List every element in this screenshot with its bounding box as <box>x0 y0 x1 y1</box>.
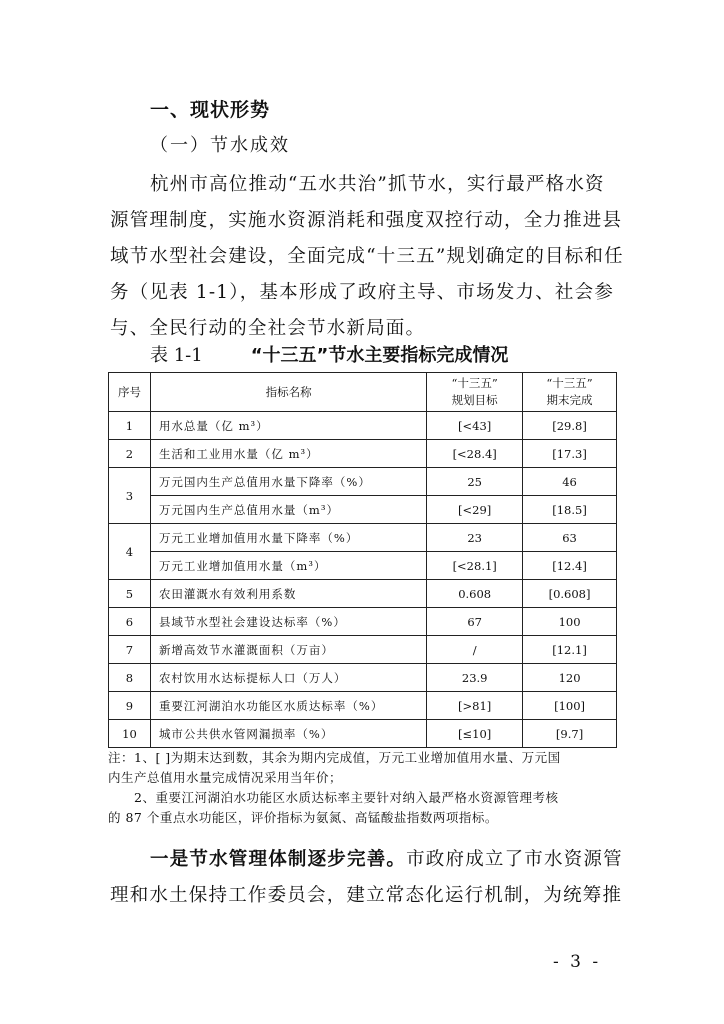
table-caption-number: 表 1-1 <box>150 345 203 366</box>
note-line: 注：1、[ ]为期末达到数，其余为期内完成值，万元工业增加值用水量、万元国 <box>108 750 561 765</box>
table-caption <box>150 341 508 367</box>
plan-target: / <box>427 636 523 664</box>
section-heading: 一、现状形势 <box>150 99 271 121</box>
indicator-name: 重要江河湖泊水功能区水质达标率（%） <box>150 692 426 720</box>
row-number: 2 <box>109 440 151 468</box>
table-row <box>109 692 617 720</box>
actual-result: [18.5] <box>523 496 617 524</box>
row-number: 8 <box>109 664 151 692</box>
actual-result: 100 <box>523 608 617 636</box>
indicator-name: 农田灌溉水有效利用系数 <box>150 580 426 608</box>
indicator-name: 万元国内生产总值用水量下降率（%） <box>150 468 426 496</box>
actual-result: [0.608] <box>523 580 617 608</box>
row-number: 9 <box>109 692 151 720</box>
row-number: 4 <box>109 524 151 580</box>
plan-target: [<43] <box>427 412 523 440</box>
table-row <box>109 496 617 524</box>
header-name: 指标名称 <box>150 373 426 412</box>
header-done-line1: “十三五” <box>546 376 593 390</box>
plan-target: [<29] <box>427 496 523 524</box>
row-number: 7 <box>109 636 151 664</box>
row-number: 1 <box>109 412 151 440</box>
page-number: - 3 - <box>553 952 602 972</box>
table-header-row <box>109 373 617 412</box>
paragraph-line: 域节水型社会建设，全面完成“十三五”规划确定的目标和任 <box>110 246 624 267</box>
intro-paragraph <box>110 167 624 347</box>
plan-target: 23 <box>427 524 523 552</box>
plan-target: 23.9 <box>427 664 523 692</box>
paragraph-line: 务（见表 1-1），基本形成了政府主导、市场发力、社会参 <box>110 282 615 303</box>
paragraph-line: 理和水土保持工作委员会，建立常态化运行机制，为统筹推 <box>110 885 623 906</box>
note-line: 内生产总值用水量完成情况采用当年价； <box>108 770 343 785</box>
indicator-name: 生活和工业用水量（亿 m³） <box>150 440 426 468</box>
management-paragraph <box>110 842 623 914</box>
table-row <box>109 468 617 496</box>
indicator-name: 万元工业增加值用水量下降率（%） <box>150 524 426 552</box>
table-row <box>109 580 617 608</box>
header-goal-line1: “十三五” <box>451 376 498 390</box>
plan-target: 0.608 <box>427 580 523 608</box>
actual-result: [12.4] <box>523 552 617 580</box>
indicator-name: 县域节水型社会建设达标率（%） <box>150 608 426 636</box>
indicator-table <box>108 372 617 748</box>
actual-result: [12.1] <box>523 636 617 664</box>
actual-result: [17.3] <box>523 440 617 468</box>
subsection-heading: （一）节水成效 <box>150 135 290 156</box>
plan-target: 67 <box>427 608 523 636</box>
paragraph-line: 源管理制度，实施水资源消耗和强度双控行动，全力推进县 <box>110 210 623 231</box>
row-number: 10 <box>109 720 151 748</box>
paragraph-lead: 一是节水管理体制逐步完善。 <box>150 849 407 870</box>
header-done <box>523 373 617 412</box>
table-row <box>109 636 617 664</box>
header-goal <box>427 373 523 412</box>
plan-target: [<28.1] <box>427 552 523 580</box>
row-number: 6 <box>109 608 151 636</box>
actual-result: [100] <box>523 692 617 720</box>
row-number: 3 <box>109 468 151 524</box>
actual-result: [9.7] <box>523 720 617 748</box>
indicator-name: 农村饮用水达标提标人口（万人） <box>150 664 426 692</box>
note-line: 的 87 个重点水功能区，评价指标为氨氮、高锰酸盐指数两项指标。 <box>108 810 498 825</box>
plan-target: [≤10] <box>427 720 523 748</box>
header-done-line2: 期末完成 <box>546 393 593 407</box>
paragraph-line <box>110 842 623 878</box>
indicator-name: 万元国内生产总值用水量（m³） <box>150 496 426 524</box>
header-no: 序号 <box>109 373 151 412</box>
paragraph-text: 市政府成立了市水资源管 <box>406 849 623 870</box>
indicator-name: 用水总量（亿 m³） <box>150 412 426 440</box>
paragraph-line: 与、全民行动的全社会节水新局面。 <box>110 318 426 339</box>
plan-target: [>81] <box>427 692 523 720</box>
table-row <box>109 664 617 692</box>
plan-target: [<28.4] <box>427 440 523 468</box>
indicator-name: 城市公共供水管网漏损率（%） <box>150 720 426 748</box>
header-goal-line2: 规划目标 <box>451 393 498 407</box>
indicator-name: 万元工业增加值用水量（m³） <box>150 552 426 580</box>
table-row <box>109 552 617 580</box>
actual-result: 120 <box>523 664 617 692</box>
actual-result: [29.8] <box>523 412 617 440</box>
paragraph-line: 杭州市高位推动“五水共治”抓节水，实行最严格水资 <box>150 174 605 195</box>
note-line: 2、重要江河湖泊水功能区水质达标率主要针对纳入最严格水资源管理考核 <box>134 790 559 805</box>
actual-result: 46 <box>523 468 617 496</box>
table-row <box>109 720 617 748</box>
plan-target: 25 <box>427 468 523 496</box>
table-row <box>109 524 617 552</box>
table-notes <box>108 748 620 828</box>
table-caption-title: “十三五”节水主要指标完成情况 <box>250 345 509 366</box>
row-number: 5 <box>109 580 151 608</box>
table-row <box>109 608 617 636</box>
table-row <box>109 412 617 440</box>
actual-result: 63 <box>523 524 617 552</box>
indicator-name: 新增高效节水灌溉面积（万亩） <box>150 636 426 664</box>
table-row <box>109 440 617 468</box>
